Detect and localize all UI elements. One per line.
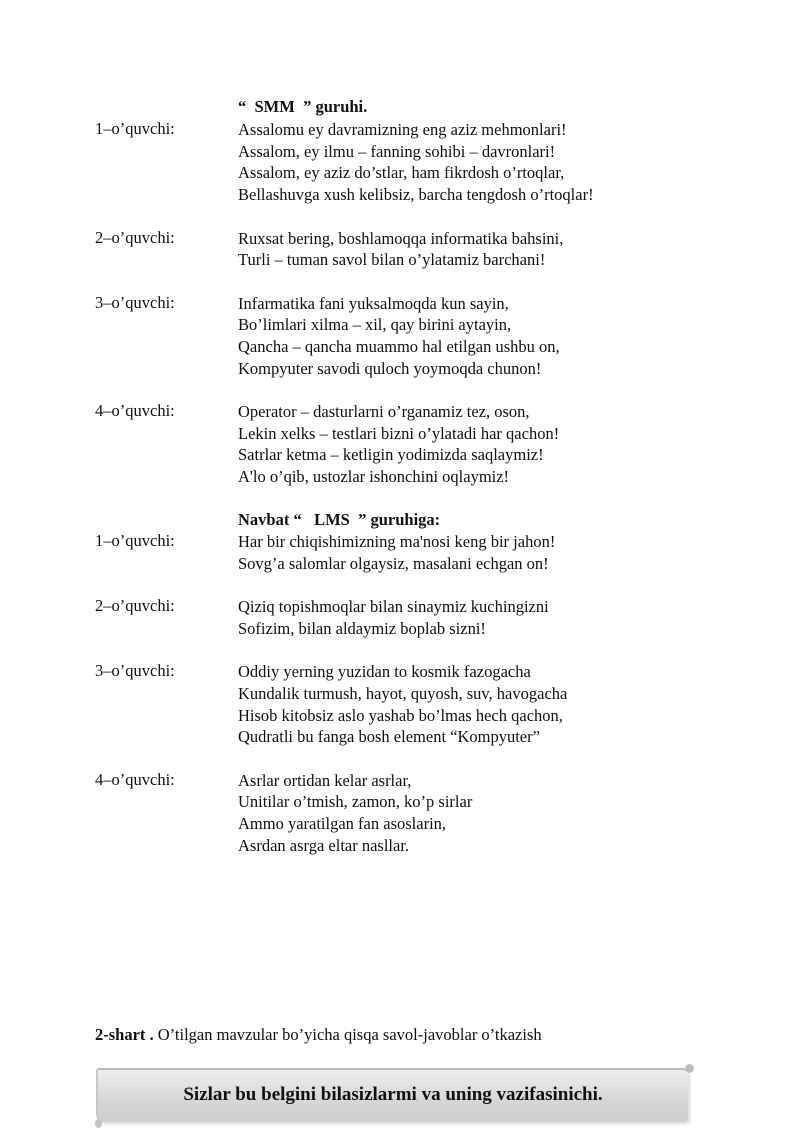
verse-lines <box>238 661 567 748</box>
verse-lines <box>238 770 472 857</box>
speaker-label: 1–o’quvchi: <box>95 119 175 138</box>
task-line <box>95 1025 542 1045</box>
verse-line: Unitilar o’tmish, zamon, ko’p sirlar <box>238 792 473 812</box>
verse-line: A'lo o’qib, ustozlar ishonchini oqlaymiz! <box>238 467 510 487</box>
verse-line: Sovg’a salomlar olgaysiz, masalani echgan on! <box>238 553 549 573</box>
verse-line: Assalom, ey ilmu – fanning sohibi – davronlari! <box>238 141 556 161</box>
section2-heading: Navbat “ LMS ” guruhiga: <box>238 510 441 529</box>
speaker-label: 4–o’quvchi: <box>95 401 175 421</box>
verse-line: Har bir chiqishimizning ma'nosi keng bir jahon! <box>238 532 556 551</box>
speaker-label: 2–o’quvchi: <box>95 227 175 247</box>
banner-text: Sizlar bu belgini bilasizlarmi va uning vazifasinichi. <box>183 1084 603 1105</box>
verse-line: Qiziq topishmoqlar bilan sinaymiz kuchingizni <box>238 597 549 617</box>
verse-line: Ruxsat bering, boshlamoqqa informatika bahsini, <box>238 228 564 248</box>
verse-lines <box>238 401 559 488</box>
verse-line: Oddiy yerning yuzidan to kosmik fazogacha <box>238 662 531 682</box>
verse-lines <box>238 119 594 206</box>
verse-line: Kundalik turmush, hayot, quyosh, suv, havogacha <box>238 683 568 703</box>
verse-line: Infarmatika fani yuksalmoqda kun sayin, <box>238 293 509 313</box>
task-label: 2-shart . <box>95 1025 154 1044</box>
scroll-curl-top <box>685 1064 694 1073</box>
verse-line: Hisob kitobsiz aslo yashab bo’lmas hech qachon, <box>238 705 563 725</box>
verse-line: Bo’limlari xilma – xil, qay birini aytayin, <box>238 315 512 335</box>
verse-line: Lekin xelks – testlari bizni o’ylatadi har qachon! <box>238 423 560 443</box>
verse-line: Operator – dasturlarni o’rganamiz tez, oson, <box>238 402 530 422</box>
verse-line: Assalomu ey davramizning eng aziz mehmonlari! <box>238 120 567 139</box>
verse-line: Asrdan asrga eltar nasllar. <box>238 835 410 855</box>
verse-line: Kompyuter savodi quloch yoymoqda chunon! <box>238 358 542 378</box>
speaker-label: 3–o’quvchi: <box>95 661 175 681</box>
verse-line: Satrlar ketma – ketligin yodimizda saqlaymiz! <box>238 445 544 465</box>
speaker-label: 2–o’quvchi: <box>95 596 175 616</box>
speaker-label: 4–o’quvchi: <box>95 769 175 789</box>
verse-line: Bellashuvga xush kelibsiz, barcha tengdosh o’rtoqlar! <box>238 185 594 205</box>
verse-line: Ammo yaratilgan fan asoslarin, <box>238 814 447 834</box>
task-text: O’tilgan mavzular bo’yicha qisqa savol-javoblar o’tkazish <box>153 1025 542 1044</box>
question-banner <box>96 1068 688 1122</box>
scroll-curl-bottom <box>95 1119 102 1128</box>
verse-line: Asrlar ortidan kelar asrlar, <box>238 770 412 790</box>
verse-lines <box>238 293 560 380</box>
speaker-label: 3–o’quvchi: <box>95 292 175 312</box>
verse-lines <box>238 228 563 271</box>
speaker-label: 1–o’quvchi: <box>95 531 175 550</box>
verse-line: Turli – tuman savol bilan o’ylatamiz barchani! <box>238 250 546 270</box>
section1-heading: “ SMM ” guruhi. <box>238 97 368 116</box>
verse-line: Assalom, ey aziz do’stlar, ham fikrdosh o’rtoqlar, <box>238 163 565 183</box>
verse-line: Qancha – qancha muammo hal etilgan ushbu on, <box>238 336 560 356</box>
verse-line: Qudratli bu fanga bosh element “Kompyuter” <box>238 727 540 747</box>
verse-line: Sofizim, bilan aldaymiz boplab sizni! <box>238 618 486 638</box>
verse-lines <box>238 596 549 639</box>
verse-lines <box>238 531 555 574</box>
